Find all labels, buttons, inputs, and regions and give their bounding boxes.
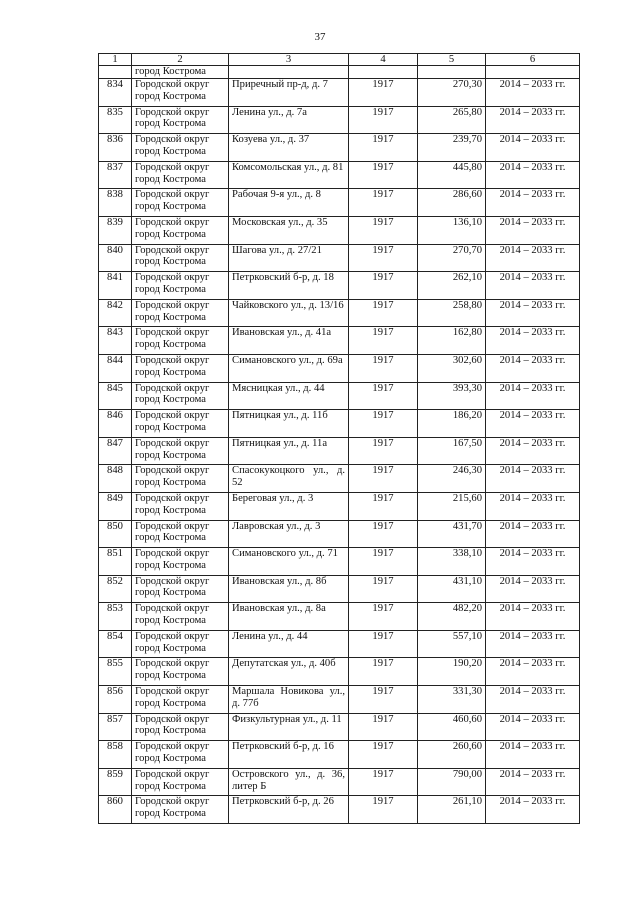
cell-year: 1917 xyxy=(349,465,418,493)
cell-num xyxy=(99,66,132,79)
cell-municipality: Городской округ город Кострома xyxy=(132,465,229,493)
table-row xyxy=(99,796,580,824)
cell-num: 853 xyxy=(99,603,132,631)
cell-area: 790,00 xyxy=(418,768,486,796)
cell-municipality: Городской округ город Кострома xyxy=(132,272,229,300)
cell-year: 1917 xyxy=(349,106,418,134)
cell-period: 2014 – 2033 гг. xyxy=(486,189,580,217)
header-col-4: 4 xyxy=(349,54,418,66)
table-row xyxy=(99,741,580,769)
cell-period: 2014 – 2033 гг. xyxy=(486,299,580,327)
cell-area: 393,30 xyxy=(418,382,486,410)
cell-area: 482,20 xyxy=(418,603,486,631)
table-row xyxy=(99,713,580,741)
cell-address: Пятницкая ул., д. 11б xyxy=(229,410,349,438)
cell-area: 431,10 xyxy=(418,575,486,603)
table-row xyxy=(99,106,580,134)
cell-year: 1917 xyxy=(349,686,418,714)
table-row xyxy=(99,161,580,189)
cell-num: 846 xyxy=(99,410,132,438)
cell-period: 2014 – 2033 гг. xyxy=(486,437,580,465)
cell-num: 837 xyxy=(99,161,132,189)
cell-address: Мясницкая ул., д. 44 xyxy=(229,382,349,410)
cell-municipality: Городской округ город Кострома xyxy=(132,189,229,217)
cell-year: 1917 xyxy=(349,492,418,520)
cell-year xyxy=(349,66,418,79)
cell-municipality: Городской округ город Кострома xyxy=(132,603,229,631)
cell-municipality: Городской округ город Кострома xyxy=(132,492,229,520)
cell-municipality: Городской округ город Кострома xyxy=(132,437,229,465)
cell-municipality: Городской округ город Кострома xyxy=(132,134,229,162)
cell-area: 445,80 xyxy=(418,161,486,189)
cell-num: 836 xyxy=(99,134,132,162)
cell-num: 835 xyxy=(99,106,132,134)
cell-area: 460,60 xyxy=(418,713,486,741)
cell-num: 854 xyxy=(99,630,132,658)
cell-municipality: Городской округ город Кострома xyxy=(132,410,229,438)
cell-period: 2014 – 2033 гг. xyxy=(486,768,580,796)
cell-period: 2014 – 2033 гг. xyxy=(486,161,580,189)
cell-area: 286,60 xyxy=(418,189,486,217)
cell-area: 258,80 xyxy=(418,299,486,327)
cell-area: 262,10 xyxy=(418,272,486,300)
table-row xyxy=(99,327,580,355)
cell-municipality: город Кострома xyxy=(132,66,229,79)
cell-period: 2014 – 2033 гг. xyxy=(486,548,580,576)
header-col-5: 5 xyxy=(418,54,486,66)
cell-num: 849 xyxy=(99,492,132,520)
cell-year: 1917 xyxy=(349,713,418,741)
cell-address: Ивановская ул., д. 8б xyxy=(229,575,349,603)
cell-address: Ленина ул., д. 44 xyxy=(229,630,349,658)
cell-area: 190,20 xyxy=(418,658,486,686)
header-col-6: 6 xyxy=(486,54,580,66)
cell-area: 431,70 xyxy=(418,520,486,548)
table-row xyxy=(99,354,580,382)
cell-period: 2014 – 2033 гг. xyxy=(486,327,580,355)
cell-year: 1917 xyxy=(349,244,418,272)
cell-area: 557,10 xyxy=(418,630,486,658)
cell-address: Московская ул., д. 35 xyxy=(229,216,349,244)
table-row xyxy=(99,410,580,438)
cell-address: Островского ул., д. 36, литер Б xyxy=(229,768,349,796)
cell-period: 2014 – 2033 гг. xyxy=(486,603,580,631)
cell-year: 1917 xyxy=(349,548,418,576)
cell-period: 2014 – 2033 гг. xyxy=(486,630,580,658)
cell-num: 847 xyxy=(99,437,132,465)
cell-num: 844 xyxy=(99,354,132,382)
cell-address: Симановского ул., д. 71 xyxy=(229,548,349,576)
cell-num: 841 xyxy=(99,272,132,300)
cell-municipality: Городской округ город Кострома xyxy=(132,658,229,686)
table-row xyxy=(99,382,580,410)
cell-num: 855 xyxy=(99,658,132,686)
cell-municipality: Городской округ город Кострома xyxy=(132,741,229,769)
cell-period: 2014 – 2033 гг. xyxy=(486,244,580,272)
table-row xyxy=(99,244,580,272)
cell-municipality: Городской округ город Кострома xyxy=(132,327,229,355)
cell-num: 850 xyxy=(99,520,132,548)
cell-year: 1917 xyxy=(349,603,418,631)
cell-address: Петрковский б-р, д. 18 xyxy=(229,272,349,300)
cell-municipality: Городской округ город Кострома xyxy=(132,548,229,576)
cell-num: 851 xyxy=(99,548,132,576)
cell-address: Ленина ул., д. 7а xyxy=(229,106,349,134)
cell-address: Симановского ул., д. 69а xyxy=(229,354,349,382)
header-col-2: 2 xyxy=(132,54,229,66)
table-row xyxy=(99,272,580,300)
cell-address: Маршала Новикова ул., д. 77б xyxy=(229,686,349,714)
cell-area: 239,70 xyxy=(418,134,486,162)
cell-area: 167,50 xyxy=(418,437,486,465)
cell-year: 1917 xyxy=(349,134,418,162)
cell-period: 2014 – 2033 гг. xyxy=(486,354,580,382)
cell-municipality: Городской округ город Кострома xyxy=(132,382,229,410)
table-row xyxy=(99,575,580,603)
cell-municipality: Городской округ город Кострома xyxy=(132,354,229,382)
cell-address: Чайковского ул., д. 13/16 xyxy=(229,299,349,327)
cell-period: 2014 – 2033 гг. xyxy=(486,79,580,107)
cell-municipality: Городской округ город Кострома xyxy=(132,520,229,548)
table-row xyxy=(99,79,580,107)
cell-period: 2014 – 2033 гг. xyxy=(486,106,580,134)
cell-period: 2014 – 2033 гг. xyxy=(486,575,580,603)
cell-num: 838 xyxy=(99,189,132,217)
cell-address: Приречный пр-д, д. 7 xyxy=(229,79,349,107)
cell-municipality: Городской округ город Кострома xyxy=(132,796,229,824)
cell-address: Комсомольская ул., д. 81 xyxy=(229,161,349,189)
cell-num: 852 xyxy=(99,575,132,603)
cell-year: 1917 xyxy=(349,272,418,300)
cell-area: 260,60 xyxy=(418,741,486,769)
cell-period: 2014 – 2033 гг. xyxy=(486,713,580,741)
cell-municipality: Городской округ город Кострома xyxy=(132,686,229,714)
cell-area xyxy=(418,66,486,79)
cell-address: Ивановская ул., д. 41а xyxy=(229,327,349,355)
table-row xyxy=(99,189,580,217)
cell-address: Береговая ул., д. 3 xyxy=(229,492,349,520)
page-number: 37 xyxy=(314,31,326,43)
cell-area: 246,30 xyxy=(418,465,486,493)
cell-num: 859 xyxy=(99,768,132,796)
cell-year: 1917 xyxy=(349,741,418,769)
cell-period: 2014 – 2033 гг. xyxy=(486,216,580,244)
cell-year: 1917 xyxy=(349,79,418,107)
cell-year: 1917 xyxy=(349,520,418,548)
cell-year: 1917 xyxy=(349,437,418,465)
table-row xyxy=(99,299,580,327)
cell-year: 1917 xyxy=(349,410,418,438)
cell-num: 845 xyxy=(99,382,132,410)
cell-municipality: Городской округ город Кострома xyxy=(132,244,229,272)
cell-num: 843 xyxy=(99,327,132,355)
cell-num: 858 xyxy=(99,741,132,769)
cell-year: 1917 xyxy=(349,299,418,327)
cell-address: Козуева ул., д. 37 xyxy=(229,134,349,162)
cell-municipality: Городской округ город Кострома xyxy=(132,630,229,658)
cell-area: 261,10 xyxy=(418,796,486,824)
cell-year: 1917 xyxy=(349,575,418,603)
table-row xyxy=(99,492,580,520)
cell-period xyxy=(486,66,580,79)
cell-year: 1917 xyxy=(349,796,418,824)
cell-area: 265,80 xyxy=(418,106,486,134)
cell-period: 2014 – 2033 гг. xyxy=(486,382,580,410)
cell-year: 1917 xyxy=(349,768,418,796)
cell-period: 2014 – 2033 гг. xyxy=(486,410,580,438)
cell-area: 136,10 xyxy=(418,216,486,244)
table-row xyxy=(99,520,580,548)
cell-period: 2014 – 2033 гг. xyxy=(486,658,580,686)
cell-period: 2014 – 2033 гг. xyxy=(486,134,580,162)
table-row xyxy=(99,134,580,162)
cell-area: 338,10 xyxy=(418,548,486,576)
cell-period: 2014 – 2033 гг. xyxy=(486,796,580,824)
cell-area: 270,30 xyxy=(418,79,486,107)
cell-period: 2014 – 2033 гг. xyxy=(486,272,580,300)
header-col-1: 1 xyxy=(99,54,132,66)
cell-period: 2014 – 2033 гг. xyxy=(486,492,580,520)
cell-area: 270,70 xyxy=(418,244,486,272)
cell-area: 186,20 xyxy=(418,410,486,438)
cell-municipality: Городской округ город Кострома xyxy=(132,79,229,107)
cell-address xyxy=(229,66,349,79)
table-row xyxy=(99,548,580,576)
cell-municipality: Городской округ город Кострома xyxy=(132,106,229,134)
cell-municipality: Городской округ город Кострома xyxy=(132,161,229,189)
table-row xyxy=(99,768,580,796)
cell-address: Депутатская ул., д. 40б xyxy=(229,658,349,686)
table-row xyxy=(99,686,580,714)
cell-period: 2014 – 2033 гг. xyxy=(486,465,580,493)
header-row xyxy=(99,54,580,66)
cell-municipality: Городской округ город Кострома xyxy=(132,768,229,796)
cell-num: 834 xyxy=(99,79,132,107)
table-row xyxy=(99,603,580,631)
cell-address: Ивановская ул., д. 8а xyxy=(229,603,349,631)
cell-num: 840 xyxy=(99,244,132,272)
cell-address: Рабочая 9-я ул., д. 8 xyxy=(229,189,349,217)
cell-period: 2014 – 2033 гг. xyxy=(486,686,580,714)
cell-num: 839 xyxy=(99,216,132,244)
cell-municipality: Городской округ город Кострома xyxy=(132,575,229,603)
continuation-row xyxy=(99,66,580,79)
cell-address: Лавровская ул., д. 3 xyxy=(229,520,349,548)
cell-year: 1917 xyxy=(349,354,418,382)
cell-address: Пятницкая ул., д. 11а xyxy=(229,437,349,465)
cell-year: 1917 xyxy=(349,327,418,355)
cell-num: 848 xyxy=(99,465,132,493)
cell-area: 215,60 xyxy=(418,492,486,520)
cell-address: Петрковский б-р, д. 26 xyxy=(229,796,349,824)
cell-address: Спасокукоцкого ул., д. 52 xyxy=(229,465,349,493)
table-header xyxy=(99,54,580,66)
cell-num: 857 xyxy=(99,713,132,741)
cell-area: 331,30 xyxy=(418,686,486,714)
cell-area: 162,80 xyxy=(418,327,486,355)
cell-year: 1917 xyxy=(349,216,418,244)
table-row xyxy=(99,437,580,465)
cell-year: 1917 xyxy=(349,161,418,189)
cell-year: 1917 xyxy=(349,382,418,410)
cell-address: Физкультурная ул., д. 11 xyxy=(229,713,349,741)
cell-municipality: Городской округ город Кострома xyxy=(132,299,229,327)
cell-year: 1917 xyxy=(349,658,418,686)
table-row xyxy=(99,465,580,493)
cell-address: Шагова ул., д. 27/21 xyxy=(229,244,349,272)
cell-num: 856 xyxy=(99,686,132,714)
table-body xyxy=(99,66,580,824)
registry-table xyxy=(98,53,580,824)
table-row xyxy=(99,658,580,686)
header-col-3: 3 xyxy=(229,54,349,66)
cell-municipality: Городской округ город Кострома xyxy=(132,713,229,741)
table-row xyxy=(99,630,580,658)
table-row xyxy=(99,216,580,244)
cell-address: Петрковский б-р, д. 16 xyxy=(229,741,349,769)
cell-area: 302,60 xyxy=(418,354,486,382)
cell-municipality: Городской округ город Кострома xyxy=(132,216,229,244)
cell-year: 1917 xyxy=(349,630,418,658)
cell-period: 2014 – 2033 гг. xyxy=(486,520,580,548)
cell-num: 860 xyxy=(99,796,132,824)
cell-year: 1917 xyxy=(349,189,418,217)
cell-period: 2014 – 2033 гг. xyxy=(486,741,580,769)
cell-num: 842 xyxy=(99,299,132,327)
